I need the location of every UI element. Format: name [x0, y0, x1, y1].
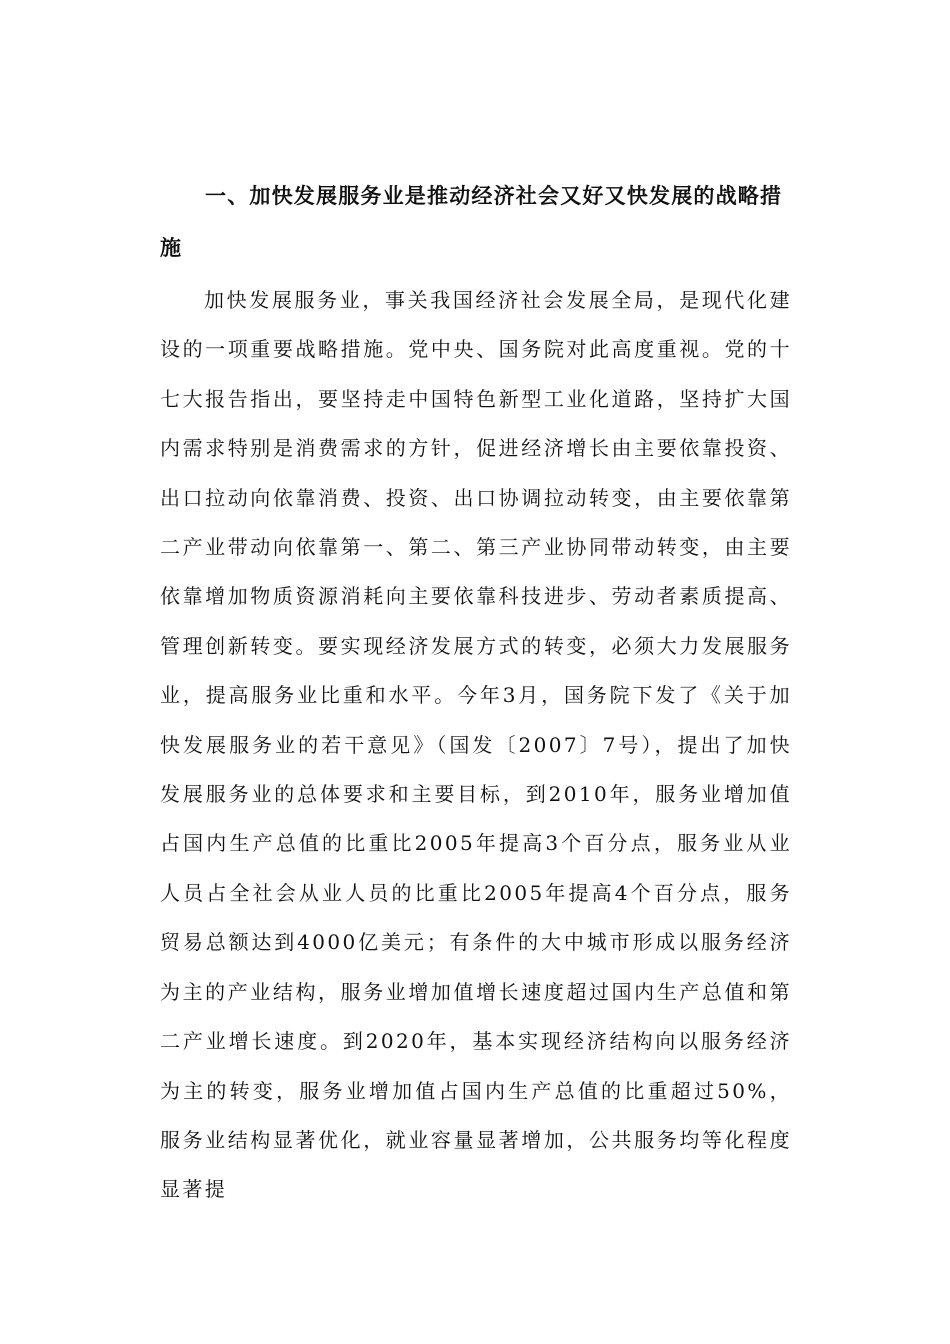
section-heading: 一、加快发展服务业是推动经济社会又好又快发展的战略措施 [160, 184, 783, 260]
body-paragraph: 加快发展服务业，事关我国经济社会发展全局，是现代化建设的一项重要战略措施。党中央、国务院对此高度重视。党的十七大报告指出，要坚持走中国特色新型工业化道路，坚持扩大国内需求特别是消费需求的方针，促进经济增长由主要依靠投资、出口拉动向依靠消费、投资、出口协调拉动转变，由主要依靠第二产业带动向依靠第一、第二、第三产业协同带动转变，由主要依靠增加物质资源消耗向主要依靠科技进步、劳动者素质提高、管理创新转变。要实现经济发展方式的转变，必须大力发展服务业，提高服务业比重和水平。今年3月，国务院下发了《关于加快发展服务业的若干意见》（国发〔2007〕7号），提出了加快发展服务业的总体要求和主要目标，到2010年，服务业增加值占国内生产总值的比重比2005年提高3个百分点，服务业从业人员占全社会从业人员的比重比2005年提高4个百分点，服务贸易总额达到4000亿美元；有条件的大中城市形成以服务经济为主的产业结构，服务业增加值增长速度超过国内生产总值和第二产业增长速度。到2020年，基本实现经济结构向以服务经济为主的转变，服务业增加值占国内生产总值的比重超过50%，服务业结构显著优化，就业容量显著增加，公共服务均等化程度显著提 [160, 288, 792, 1202]
